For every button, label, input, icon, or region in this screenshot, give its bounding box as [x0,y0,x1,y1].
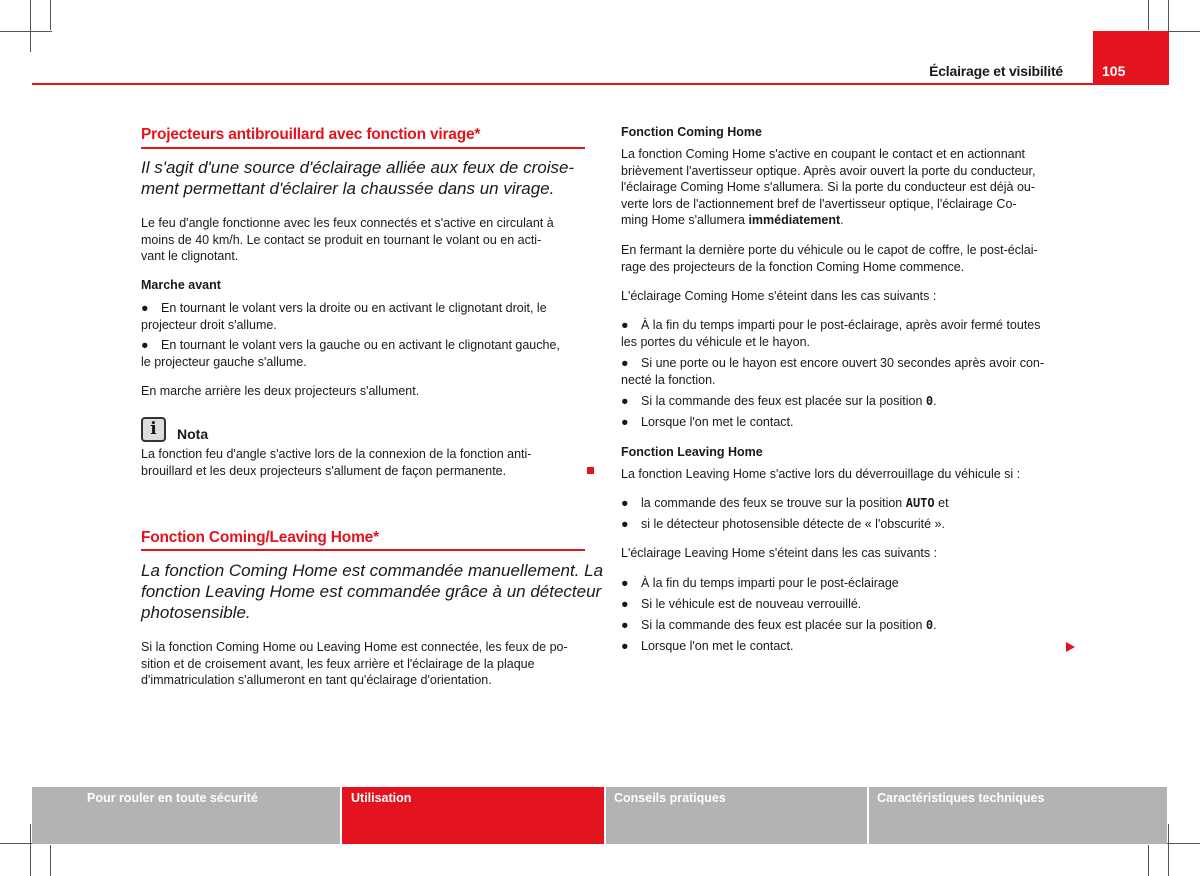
list-item: ● Si le véhicule est de nouveau verrouillé. [621,597,862,611]
end-of-section-icon [587,467,594,474]
text-line: rage des projecteurs de la fonction Coming Home commence. [621,259,965,274]
section-title-fog-lights: Projecteurs antibrouillard avec fonction virage* [141,126,481,143]
text-run: si le détecteur photosensible détecte de « l'obscurité ». [641,517,945,531]
text-line: d'immatriculation s'allumeront en tant qu'éclairage d'orientation. [141,673,492,687]
footer-tab-technical[interactable] [869,787,1167,844]
section-rule [141,147,585,149]
text-line: Si une porte ou le hayon est encore ouvert 30 secondes après avoir con- [641,356,1045,370]
crop-mark [0,31,52,32]
note-text [141,446,531,479]
crop-mark [30,824,31,876]
subheading-leaving-home: Fonction Leaving Home [621,445,763,459]
text-line: vant le clignotant. [141,249,239,263]
text-line: projecteur droit s'allume. [141,317,277,332]
continue-arrow-icon [1066,642,1075,652]
text-line: brouillard et les deux projecteurs s'allument de façon permanente. [141,463,507,478]
crop-mark [50,845,51,876]
text-line: Le feu d'angle fonctionne avec les feux connectés et s'active en circulant à [141,216,554,230]
paragraph [141,639,568,689]
footer-tab-safety[interactable] [32,787,340,844]
text-run: Lorsque l'on met le contact. [641,639,794,653]
note-label: Nota [177,426,209,442]
text-run: ming Home s'allumera [621,213,749,227]
paragraph [621,242,1038,275]
text-line: necté la fonction. [621,372,716,387]
switch-position-symbol: 0 [925,394,934,408]
intro-line: photosensible. [141,603,251,622]
text-run: . [933,394,937,408]
subheading-forward: Marche avant [141,278,221,292]
text-run: Si la commande des feux est placée sur la position [641,618,926,632]
intro-line: fonction Leaving Home est commandée grâce à un détecteur [141,582,602,601]
list-item: ● En tournant le volant vers la gauche ou en activant le clignotant gauche, le projecteur gauche s'allume. [141,338,560,369]
list-item: ● À la fin du temps imparti pour le post-éclairage [621,576,899,590]
info-icon [141,417,166,442]
text-line: En tournant le volant vers la droite ou en activant le clignotant droit, le [161,301,547,315]
text-run: À la fin du temps imparti pour le post-éclairage [641,576,899,590]
text-run: . [933,618,937,632]
paragraph: L'éclairage Coming Home s'éteint dans les cas suivants : [621,289,937,303]
intro-line: Il s'agit d'une source d'éclairage alliée aux feux de croise- [141,158,575,177]
text-run: et [934,496,949,510]
text-line: verte lors de l'actionnement bref de l'avertisseur optique, l'éclairage Co- [621,196,1017,211]
list-item: ● À la fin du temps imparti pour le post-éclairage, après avoir fermé toutes les portes du véhicule et le hayon. [621,318,1041,349]
text-line: Si la fonction Coming Home ou Leaving Home est connectée, les feux de po- [141,640,568,654]
crop-mark [1148,0,1149,30]
section-rule [141,549,585,551]
list-item: ● Lorsque l'on met le contact. [621,415,794,429]
header-rule [32,83,1169,85]
text-run: Lorsque l'on met le contact. [641,415,794,429]
text-run: Si le véhicule est de nouveau verrouillé. [641,597,862,611]
section-intro [141,560,603,623]
crop-mark [1168,824,1169,876]
info-icon-glyph: i [150,419,157,439]
list-item: ● Si la commande des feux est placée sur la position 0. [621,618,937,632]
section-title-coming-leaving: Fonction Coming/Leaving Home* [141,529,379,546]
list-item: ● En tournant le volant vers la droite ou en activant le clignotant droit, le projecteur droit s'allume. [141,301,547,332]
list-item: ● si le détecteur photosensible détecte de « l'obscurité ». [621,517,945,531]
text-line: les portes du véhicule et le hayon. [621,334,811,349]
text-line: sition et de croisement avant, les feux arrière et l'éclairage de la plaque [141,656,535,671]
text-line: le projecteur gauche s'allume. [141,354,307,369]
intro-line: ment permettant d'éclairer la chaussée dans un virage. [141,179,555,198]
list-item: ● Si la commande des feux est placée sur la position 0. [621,394,937,408]
text-line: brièvement l'avertisseur optique. Après avoir ouvert la porte du conducteur, [621,163,1036,178]
list-item: ● Si une porte ou le hayon est encore ouvert 30 secondes après avoir con- necté la fonction. [621,356,1045,387]
crop-mark [1148,845,1149,876]
crop-mark [30,0,31,52]
text-run: la commande des feux se trouve sur la position [641,496,906,510]
footer-tab-label: Conseils pratiques [614,791,726,805]
paragraph: La fonction Leaving Home s'active lors du déverrouillage du véhicule si : [621,467,1021,481]
list-item: ● Lorsque l'on met le contact. [621,639,794,653]
paragraph [621,146,1035,229]
bold-text: immédiatement [748,213,841,227]
text-line: La fonction Coming Home s'active en coupant le contact et en actionnant [621,147,1026,161]
crop-mark [50,0,51,30]
text-run: Si la commande des feux est placée sur la position [641,394,926,408]
subheading-coming-home: Fonction Coming Home [621,125,762,139]
footer-tab-practical-tips[interactable] [606,787,867,844]
footer-tab-label: Utilisation [351,791,412,805]
footer-tab-utilisation[interactable] [342,787,604,844]
list-item: ● la commande des feux se trouve sur la position AUTO et [621,496,949,510]
switch-position-symbol: 0 [925,618,934,632]
switch-position-symbol: AUTO [905,496,935,510]
text-run: . [840,213,844,227]
paragraph: En marche arrière les deux projecteurs s'allument. [141,384,420,398]
paragraph: L'éclairage Leaving Home s'éteint dans les cas suivants : [621,546,938,560]
text-line: La fonction feu d'angle s'active lors de la connexion de la fonction anti- [141,447,532,461]
footer-tab-label: Pour rouler en toute sécurité [87,791,258,805]
section-intro [141,157,574,199]
paragraph [141,215,554,265]
text-line: moins de 40 km/h. Le contact se produit en tournant le volant ou en acti- [141,232,542,247]
footer-tab-label: Caractéristiques techniques [877,791,1045,805]
text-line: En tournant le volant vers la gauche ou en activant le clignotant gauche, [161,338,560,352]
text-line: l'éclairage Coming Home s'allumera. Si la porte du conducteur est déjà ou- [621,180,1036,194]
intro-line: La fonction Coming Home est commandée manuellement. La [141,561,604,580]
chapter-title: Éclairage et visibilité [929,63,1063,79]
text-line: En fermant la dernière porte du véhicule ou le capot de coffre, le post-éclai- [621,243,1038,257]
text-line [621,212,1035,229]
text-line: À la fin du temps imparti pour le post-éclairage, après avoir fermé toutes [641,318,1041,332]
page-number: 105 [1102,63,1126,79]
